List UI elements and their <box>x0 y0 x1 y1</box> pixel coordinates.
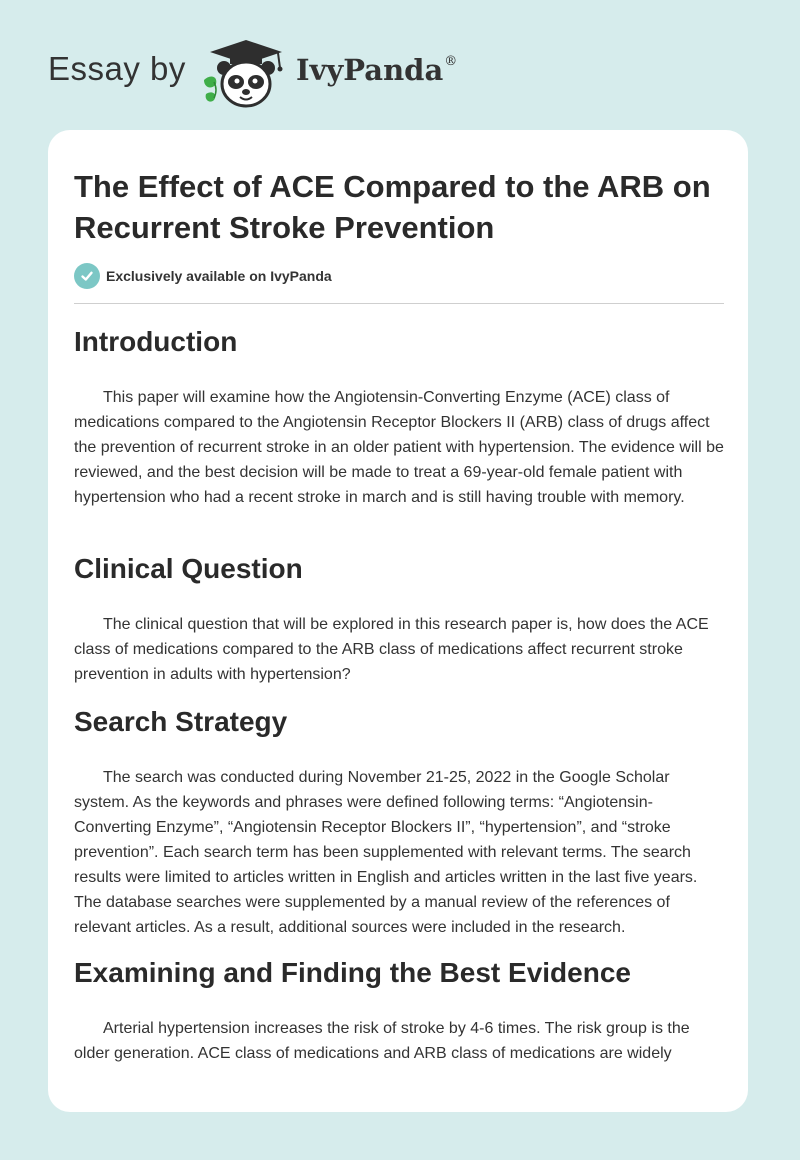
brand-name[interactable]: IvyPanda® <box>296 53 458 87</box>
section-heading-best-evidence: Examining and Finding the Best Evidence <box>74 957 631 988</box>
divider <box>74 303 724 304</box>
section-body-best-evidence: Arterial hypertension increases the risk of stroke by 4-6 times. The risk group is the older generation. ACE class of medications and ARB class of medications are widely <box>74 1020 690 1062</box>
section-body-clinical-question: The clinical question that will be explored in this research paper is, how does the ACE class of medications compared to the ARB class of medications affect recurrent stroke prevention in adults with hypertension? <box>74 616 709 683</box>
section-heading-clinical-question: Clinical Question <box>74 553 303 584</box>
exclusive-badge <box>74 262 332 290</box>
section-heading-search-strategy: Search Strategy <box>74 706 288 737</box>
site-header <box>0 0 800 130</box>
page-title: The Effect of ACE Compared to the ARB on Recurrent Stroke Prevention <box>74 169 711 245</box>
section-heading-introduction: Introduction <box>74 326 238 357</box>
exclusive-label: Exclusively available on IvyPanda <box>106 268 332 284</box>
ivypanda-logo-icon[interactable] <box>200 36 292 110</box>
brand-prefix: Essay by <box>48 50 186 87</box>
checkmark-icon <box>74 263 100 289</box>
section-body-introduction: This paper will examine how the Angiotensin-Converting Enzyme (ACE) class of medications compared to the Angiotensin Receptor Blockers II (ARB) class of drugs affect the prevention of recurrent stroke in an older patient with hypertension. The evidence will be reviewed, and the best decision will be made to treat a 69-year-old female patient with hypertension who had a recent stroke in march and is still having trouble with memory. <box>74 389 724 506</box>
section-body-search-strategy: The search was conducted during November 21-25, 2022 in the Google Scholar system. As the keywords and phrases were defined following terms: “Angiotensin-Converting Enzyme”, “Angiotensin Receptor Blockers II”, “hypertension”, and “stroke prevention”. Each search term has been supplemented with relevant terms. The search results were limited to articles written in English and articles written in the last five years. The database searches were supplemented by a manual review of the references of relevant articles. As a result, additional sources were included in the research. <box>74 769 698 936</box>
registered-mark: ® <box>444 54 458 70</box>
article-card <box>48 130 748 1112</box>
